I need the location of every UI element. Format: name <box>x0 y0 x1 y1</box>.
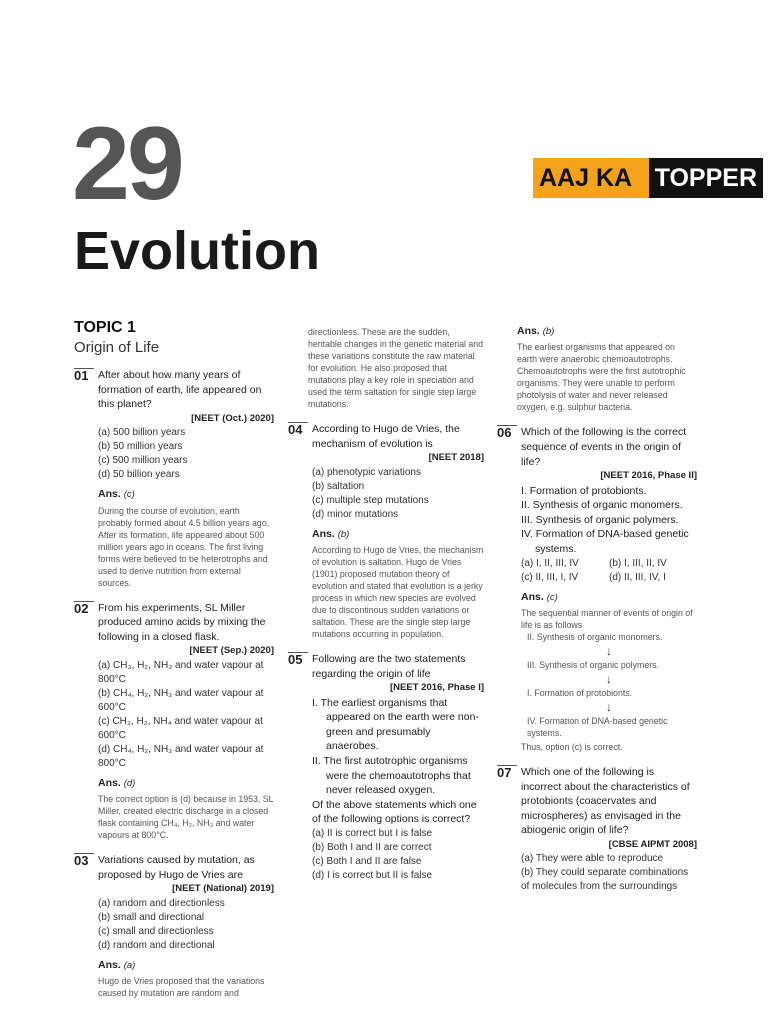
question-source: [NEET 2018] <box>428 452 484 464</box>
question-source: [CBSE AIPMT 2008] <box>608 838 697 850</box>
chapter-title: Evolution <box>74 221 320 281</box>
option-b: (b) They could separate combinations of molecules from the surroundings <box>521 867 689 893</box>
answer-value: (b) <box>542 326 555 337</box>
answer-explanation: During the course of evolution, earth probably formed about 4.5 billion years ago. After its formation, life appeared about 500 million years ago in oceans. The first living forms were believed to be heterotrophs and used to derive nutrition from external sources. <box>98 505 270 588</box>
answer-explanation: The correct option is (d) because in 1953, SL Miller, created electric discharge in a closed flask containing CH₄, H₂, NH₃ and water vapours at 800°C. <box>98 794 274 841</box>
question-text: Variations caused by mutation, as proposed by Hugo de Vries are <box>98 854 255 881</box>
option-a: (a) 500 billion years <box>98 427 186 439</box>
option-c: (c) multiple step mutations <box>312 494 429 506</box>
sequence-step-2: III. Synthesis of organic polymers. <box>527 659 660 670</box>
question-07 <box>497 765 697 894</box>
down-arrow-icon: ↓ <box>606 643 612 658</box>
chapter-number: 29 <box>72 106 182 222</box>
answer-explanation: According to Hugo de Vries, the mechanism of evolution is saltation. Hugo de Vries (1901) proposed mutation theory of evolution and stated that evolution is a jerky process in which new species are evolved due to discontinous sudden variations or saltation. These are the single step large mutations occurring in population. <box>312 545 484 639</box>
column-3 <box>497 324 697 894</box>
question-source: [NEET (Oct.) 2020] <box>191 412 274 424</box>
question-number: 01 <box>74 368 94 383</box>
option-a: (a) I, II, III, IV <box>521 557 579 569</box>
question-source: [NEET (Sep.) 2020] <box>189 645 274 657</box>
sequence-step-3: I. Formation of protobionts. <box>527 687 633 698</box>
question-text: Which of the following is the correct sequence of events in the origin of life? <box>521 426 687 468</box>
question-text: After about how many years of formation of earth, life appeared on this planet? <box>98 369 262 411</box>
option-d: (d) CH₄, H₂, NH₃ and water vapour at 800°C <box>98 743 264 769</box>
topic-label: TOPIC 1 <box>74 319 136 336</box>
statement-4: IV. Formation of DNA-based genetic systems. <box>521 528 689 555</box>
answer-label: Ans. (b) <box>312 527 350 540</box>
question-01 <box>74 368 274 589</box>
question-number: 04 <box>288 422 308 437</box>
option-a: (a) random and directionless <box>98 897 225 909</box>
question-source: [NEET (National) 2019] <box>172 883 274 895</box>
option-a: (a) CH₃, H₂, NH₃ and water vapour at 800°C <box>98 659 264 685</box>
option-a: (a) phenotypic variations <box>312 466 421 478</box>
option-c: (c) small and directionless <box>98 925 214 937</box>
sequence-step-4: IV. Formation of DNA-based genetic systems. <box>527 715 668 738</box>
question-number: 03 <box>74 853 94 868</box>
answer-conclusion: Thus, option (c) is correct. <box>521 741 623 752</box>
option-d: (d) random and directional <box>98 939 215 951</box>
question-05 <box>288 652 484 883</box>
option-d: (d) minor mutations <box>312 508 399 520</box>
down-arrow-icon: ↓ <box>606 671 612 686</box>
topic-name: Origin of Life <box>74 339 160 356</box>
question-text: Following are the two statements regarding the origin of life <box>312 653 466 680</box>
answer-value: (c) <box>123 489 135 501</box>
question-04 <box>288 422 484 640</box>
statement-2: II. The first autotrophic organisms were the chemoautotrophs that never released oxygen. <box>312 754 471 797</box>
question-06 <box>497 425 697 753</box>
options-row-2 <box>521 571 697 585</box>
answer-value: (c) <box>546 591 558 603</box>
question-text: According to Hugo de Vries, the mechanism of evolution is <box>312 423 460 450</box>
answer-label: Ans. (c) <box>98 488 135 501</box>
option-d: (d) I is correct but II is false <box>312 869 433 881</box>
question-number: 05 <box>288 652 308 667</box>
options-row-1 <box>521 557 697 571</box>
question-text: Which one of the following is incorrect about the characteristics of protobionts (coacervates and microspheres) as envisaged in the abiogenic origin of life? <box>521 765 690 837</box>
answer-label: Ans. (d) <box>98 776 136 789</box>
statement-1: I. Formation of protobionts. <box>521 484 647 497</box>
answer-label: Ans. (c) <box>521 590 558 603</box>
option-d: (d) 50 billion years <box>98 469 180 481</box>
column-1 <box>74 318 274 999</box>
option-c: (c) II, III, I, IV <box>521 571 579 583</box>
answer-explanation: The earliest organisms that appeared on earth were anaerobic chemoautotrophs. Chemoautotrophs were the first autotrophic organisms. They were unable to perform photolysis of water and never released oxygen, e.g. sulphur bacteria. <box>517 342 686 413</box>
answer-explanation: Hugo de Vries proposed that the variations caused by mutation are random and <box>98 976 265 999</box>
answer-continuation: directionless. These are the sudden, heritable changes in the genetic material and these variations constitute the raw material for evolution. He also proposed that mutations play a key role in speciation and used the term saltation for single step large mutations. <box>308 327 484 409</box>
question-03 <box>74 853 274 999</box>
question-source: [NEET 2016, Phase I] <box>390 682 484 694</box>
option-b: (b) CH₄, H₂, NH₃ and water vapour at 600°C <box>98 687 264 713</box>
statement-1: I. The earliest organisms that appeared on the earth were non-green and presumably anaerobes. <box>312 696 479 753</box>
question-text: From his experiments, SL Miller produced amino acids by mixing the following in a closed flask. <box>98 601 266 643</box>
option-b: (b) small and directional <box>98 911 205 923</box>
option-a: (a) II is correct but I is false <box>312 827 433 839</box>
answer-explanation: The sequential manner of events of origin of life is as follows <box>521 607 693 630</box>
option-b: (b) Both I and II are correct <box>312 841 432 853</box>
option-c: (c) CH₃, H₂, NH₄ and water vapour at 600°C <box>98 715 263 741</box>
sequence-step-1: II. Synthesis of organic monomers. <box>527 631 663 642</box>
sequence-list <box>521 631 697 739</box>
statement-2: II. Synthesis of organic monomers. <box>521 499 683 512</box>
answer-label: Ans. (b) <box>517 325 555 337</box>
question-02 <box>74 601 274 842</box>
question-number: 07 <box>497 765 517 780</box>
question-number: 06 <box>497 425 517 440</box>
question-source: [NEET 2016, Phase II] <box>600 470 697 482</box>
down-arrow-icon: ↓ <box>606 699 612 714</box>
statement-3: III. Synthesis of organic polymers. <box>521 513 679 526</box>
column-2 <box>288 324 484 883</box>
logo-part-1: AAJ KA <box>533 158 649 198</box>
answer-label: Ans. (a) <box>98 958 136 971</box>
answer-value: (a) <box>123 959 136 971</box>
option-a: (a) They were able to reproduce <box>521 853 664 865</box>
option-d: (d) II, III, IV, I <box>609 571 666 583</box>
question-prompt: Of the above statements which one of the following options is correct? <box>312 798 477 826</box>
answer-value: (b) <box>337 528 350 540</box>
option-b: (b) 50 million years <box>98 441 183 453</box>
option-b: (b) I, III, II, IV <box>609 557 667 569</box>
option-b: (b) saltation <box>312 480 365 492</box>
option-c: (c) 500 million years <box>98 455 188 467</box>
question-number: 02 <box>74 601 94 616</box>
logo-part-2: TOPPER <box>649 158 763 198</box>
option-c: (c) Both I and II are false <box>312 855 422 867</box>
aaj-ka-topper-logo <box>533 158 763 198</box>
answer-value: (d) <box>123 777 136 789</box>
